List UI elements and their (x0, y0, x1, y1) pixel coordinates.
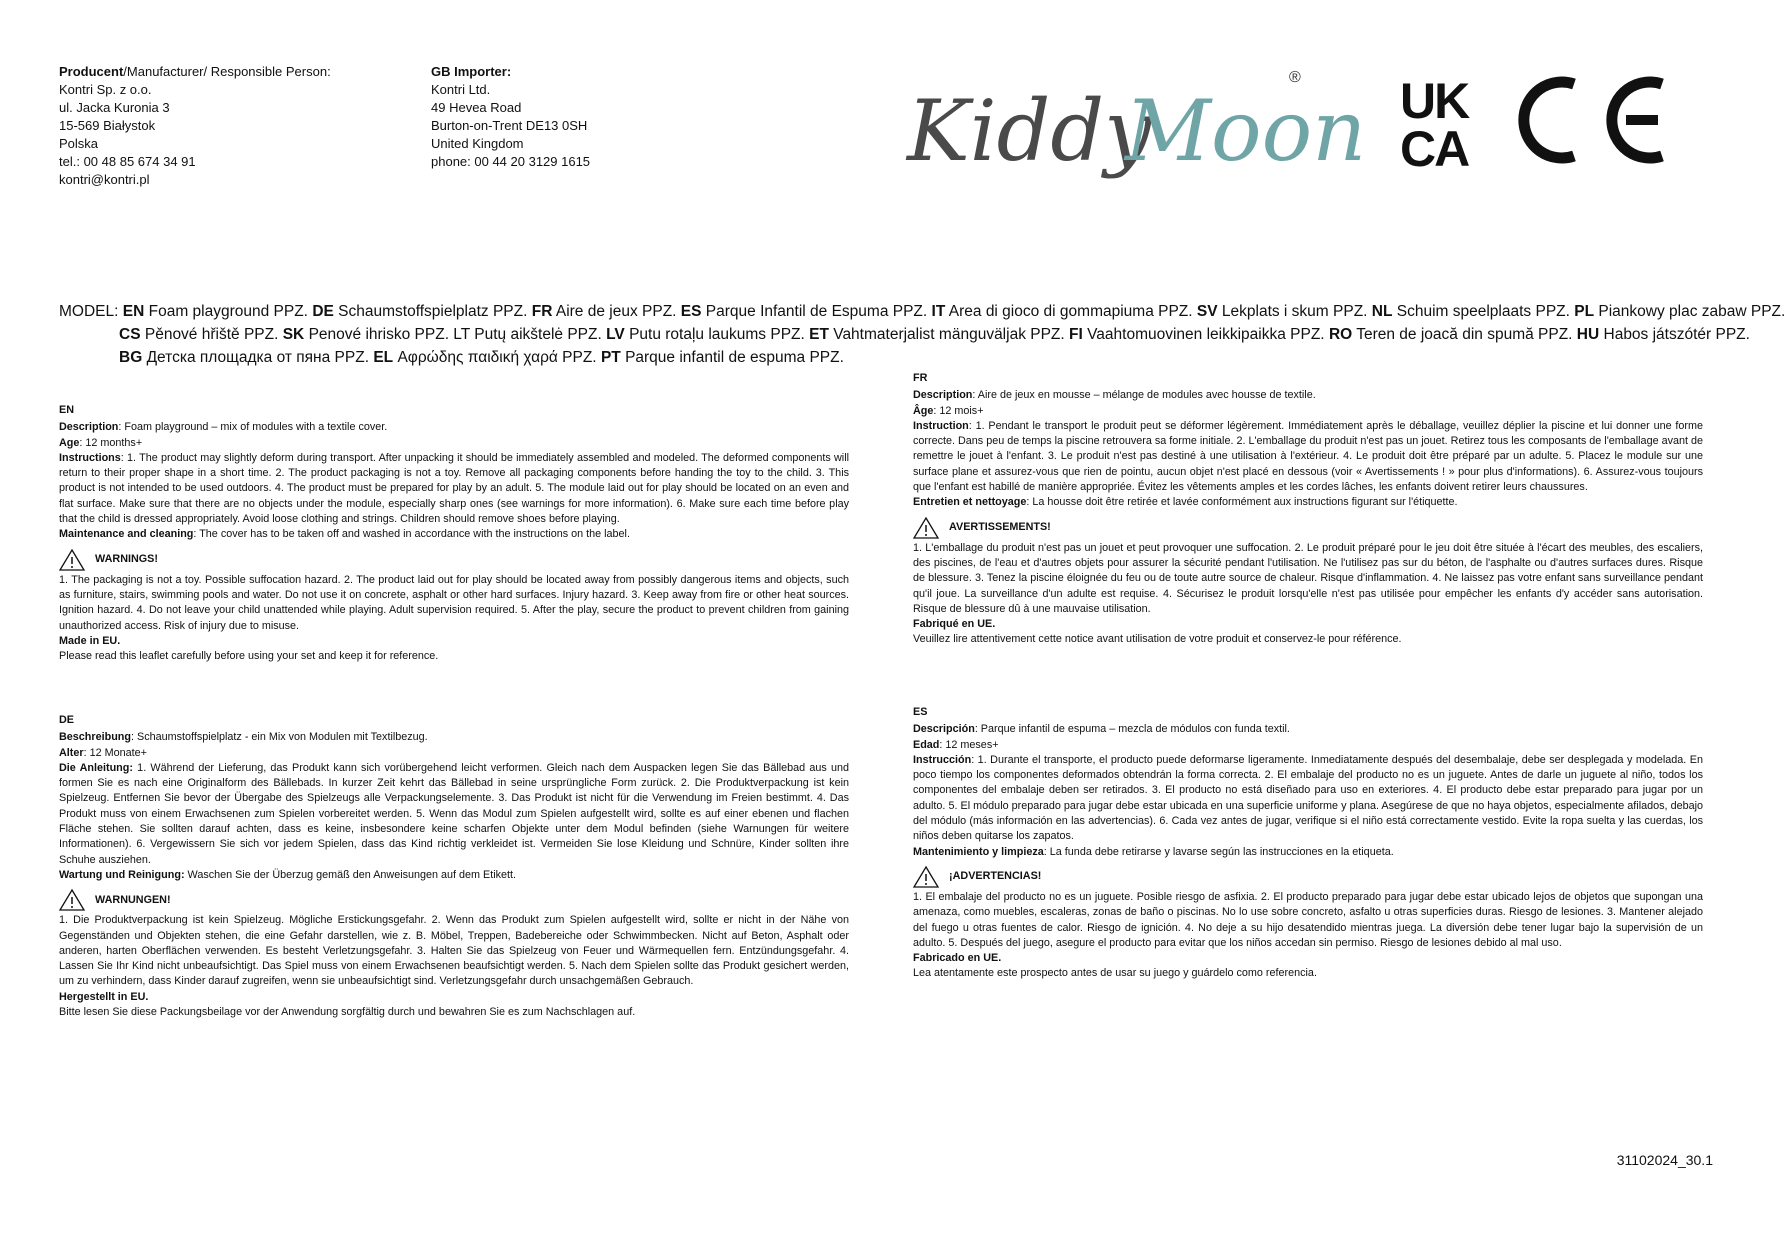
section-fr (913, 371, 1703, 648)
instr-text: : 1. Pendant le transport le produit peut se déformer légèrement. Immédiatement après le déballage, veuillez déplier la piscine et lui donner une forme correcte. Dans peu de temps la piscine retrouvera sa forme initiale. 2. L'emballage du produit n'est pas un jouet. Retirez tous les composants de l'emballage avant de remettre le jouet à l'enfant. 3. Le produit n'est pas destiné à une utilisation à l'extérieur. 4. Le produit doit être préparé par un adulte. 5. Placez le module sur une surface plane et assurez-vous que rien de pointu, aucun objet n'est placé en dessous (voir « Avertissements ! » pour plus d'informations). 6. Assurez-vous toujours que l'enfant est habillé de manière appropriée. Évitez les vêtements amples et les cordes lâches, les enfants doivent retirer leurs chaussures. (913, 419, 1703, 494)
age-text: : 12 Monate+ (83, 746, 147, 759)
manufacturer-heading-bold: Producent (59, 64, 124, 79)
made-in: Fabriqué en UE. (913, 618, 996, 631)
ukca-mark-bottom: CA (1400, 121, 1469, 177)
manufacturer-line: Polska (59, 136, 99, 151)
model-name: Schaumstoffspielplatz PPZ. (338, 303, 528, 320)
instr-label: Die Anleitung: (59, 761, 133, 774)
warning-triangle-icon (913, 517, 939, 539)
made-in: Hergestellt in EU. (59, 990, 149, 1003)
importer-line: phone: 00 44 20 3129 1615 (431, 154, 591, 169)
instr-text: : 1. The product may slightly deform during transport. After unpacking it should be immediately assembled and modeled. The deformed components will return to their proper shape in a short time. 2. The product packaging is not a toy. Remove all packaging components before handing the toy to the child. 3. This product is not intended to be used outdoors. 4. The product must be prepared for play by an adult. 5. The module laid out for play should be located on an even and flat surface. Make sure that there are no objects under the module, especially sharp ones (see warnings for more information). 6. Make sure each time before play that the child is dressed appropriately. Avoid loose clothing and strings. Children should remove shoes before playing. (59, 451, 849, 526)
lang-code: LV (606, 326, 625, 343)
lang-code: BG (119, 349, 143, 366)
importer-line: United Kingdom (431, 136, 524, 151)
lang-code: PL (1574, 303, 1595, 320)
logo-word-kiddy: Kiddy (907, 82, 1152, 180)
lang-code: EL (373, 349, 394, 366)
model-name: Pěnové hřiště PPZ. (144, 326, 279, 343)
warning-triangle-icon (59, 549, 85, 571)
manufacturer-heading-rest: /Manufacturer/ Responsible Person: (123, 64, 331, 79)
model-name: Teren de joacă din spumă PPZ. (1356, 326, 1577, 343)
importer-line: Burton-on-Trent DE13 0SH (431, 118, 588, 133)
lang-code: EN (122, 303, 145, 320)
lang-code: ET (809, 326, 829, 343)
lang-code: HU (1576, 326, 1600, 343)
age-text: : 12 meses+ (939, 738, 999, 751)
lang-code: FR (531, 303, 553, 320)
section-es (913, 705, 1703, 982)
section-lang: EN (59, 404, 74, 416)
lang-code: SK (282, 326, 305, 343)
lang-code: RO (1328, 326, 1353, 343)
manufacturer-line: tel.: 00 48 85 674 34 91 (59, 154, 196, 169)
model-line-2 (59, 323, 1750, 346)
manufacturer-line: ul. Jacka Kuronia 3 (59, 100, 170, 115)
read-note: Please read this leaflet carefully before using your set and keep it for reference. (59, 650, 439, 663)
desc-text: : Aire de jeux en mousse – mélange de modules avec housse de textile. (972, 389, 1316, 402)
document-number: 31102024_30.1 (1616, 1152, 1713, 1168)
desc-label: Beschreibung (59, 731, 131, 744)
model-name: Foam playground PPZ. (148, 303, 308, 320)
age-text: : 12 months+ (79, 436, 143, 449)
model-name: Schuim speelplaats PPZ. (1396, 303, 1575, 320)
maint-text: : La housse doit être retirée et lavée conformément aux instructions figurant sur l'étiquette. (1026, 496, 1458, 509)
model-name: Parque infantil de espuma PPZ. (625, 349, 844, 366)
model-name: Vaahtomuovinen leikkipaikka PPZ. (1087, 326, 1325, 343)
lang-code: SV (1196, 303, 1218, 320)
age-text: : 12 mois+ (933, 404, 984, 417)
desc-label: Description (913, 389, 973, 402)
manufacturer-line: kontri@kontri.pl (59, 172, 150, 187)
lang-code: ES (680, 303, 702, 320)
importer-heading: GB Importer: (431, 64, 512, 79)
desc-text: : Parque infantil de espuma – mezcla de módulos con funda textil. (974, 723, 1290, 736)
model-name: Putu rotaļu laukums PPZ. (629, 326, 805, 343)
section-en (59, 403, 849, 664)
warn-label: WARNUNGEN! (95, 893, 171, 906)
manufacturer-line: Kontri Sp. z o.o. (59, 82, 152, 97)
lang-code: NL (1371, 303, 1393, 320)
read-note: Veuillez lire attentivement cette notice avant utilisation de votre produit et conservez-le pour référence. (913, 633, 1402, 646)
ce-mark-label: CE (1550, 120, 1552, 121)
lang-code: DE (312, 303, 334, 320)
maint-text: : La funda debe retirarse y lavarse según las instrucciones en la etiqueta. (1043, 845, 1394, 858)
lang-code: PT (600, 349, 621, 366)
conformity-marks (1400, 70, 1700, 177)
instr-label: Instructions (59, 451, 121, 464)
read-note: Lea atentamente este prospecto antes de usar su juego y guárdelo como referencia. (913, 967, 1317, 980)
ukca-mark-top: UK (1400, 73, 1469, 129)
warn-label: AVERTISSEMENTS! (949, 521, 1051, 534)
maint-text: Waschen Sie der Überzug gemäß den Anweisungen auf dem Etikett. (184, 868, 517, 881)
brand-logo (905, 52, 1367, 202)
maint-text: : The cover has to be taken off and washed in accordance with the instructions on the label. (193, 528, 630, 541)
instr-label: Instruction (913, 419, 969, 432)
warning-triangle-icon (59, 889, 85, 911)
ce-mark-icon (1524, 82, 1662, 158)
warn-text: 1. El embalaje del producto no es un juguete. Posible riesgo de asfixia. 2. El producto preparado para jugar debe estar ubicado lejos de objetos que supongan una amenaza, como muebles, escaleras, zonas de baño o piscinas. No lo use sobre concreto, asfalto u otras superficies duras. Riesgo de lesiones. 3. Mantener alejado del fuego u otras fuentes de calor. Riesgo de ignición. 4. No deje a su hijo desatendido mientras juega. La diversión debe tener lugar bajo la supervisión de un adulto. 5. Después del juego, asegure el producto para evitar que los niños accedan sin permiso. Riesgo de lesiones debido al mal uso. (913, 890, 1703, 949)
section-lang: DE (59, 714, 74, 726)
warn-text: 1. The packaging is not a toy. Possible suffocation hazard. 2. The product laid out for play should be located away from possibly dangerous items and objects, such as furniture, stairs, swimming pools and water. Do not use it on concrete, asphalt or other hard surfaces. Injury hazard. 3. Keep away from fire or other heat sources. Ignition hazard. 4. Do not leave your child unattended while playing. Adult supervision required. 5. After the play, secure the product to prevent children from gaining unauthorized access. Risk of injury due to misuse. (59, 573, 849, 632)
made-in: Fabricado en UE. (913, 952, 1002, 965)
lang-code: IT (931, 303, 946, 320)
warning-triangle-icon (913, 866, 939, 888)
age-label: Edad (913, 738, 940, 751)
age-label: Age (59, 436, 80, 449)
section-lang: ES (913, 706, 928, 718)
section-lang: FR (913, 372, 928, 384)
model-line-3 (59, 346, 1699, 369)
model-name: Детска площадка от пяна PPZ. (146, 349, 369, 366)
maint-label: Maintenance and cleaning (59, 528, 194, 541)
manufacturer-line: 15-569 Białystok (59, 118, 156, 133)
age-label: Âge (913, 404, 934, 417)
maint-label: Wartung und Reinigung: (59, 868, 185, 881)
model-name: Αφρώδης παιδική χαρά PPZ. (397, 349, 597, 366)
model-line-1 (59, 300, 1785, 323)
instr-text: 1. Während der Lieferung, das Produkt kann sich vorübergehend leicht verformen. Gleich nach dem Auspacken legen Sie das Bällebad aus und formen Sie es nach eine Originalform des Bällebads. In kurzer Zeit kehrt das Bällebad in seine ursprüngliche Form zurück. 2. Die Produktverpackung ist kein Spielzeug. Entfernen Sie bevor der Übergabe des Spielzeugs alle Verpackungselemente. 3. Das Produkt ist nicht für die Verwendung im Freien bestimmt. 4. Das Produkt muss von einem Erwachsenen zum Spielen vorbereitet werden. 5. Wenn das Modul zum Spielen aufgestellt wird, sollte es auf einer ebenen und flachen Fläche stehen. Sie sollten darauf achten, dass es keine, insbesondere keine scharfen Objekte unter dem Modul befinden (siehe Warnungen für weitere Informationen). 6. Vergewissern Sie sich vor jedem Spielen, dass das Kind richtig verkleidet ist. Vermeiden Sie lose Kleidung und Schnüre, Kinder sollten ihre Schuhe ausziehen. (59, 761, 850, 866)
desc-text: : Schaumstoffspielplatz - ein Mix von Modulen mit Textilbezug. (131, 731, 428, 744)
model-name: Habos játszótér PPZ. (1603, 326, 1750, 343)
importer-line: 49 Hevea Road (431, 100, 522, 115)
desc-text: : Foam playground – mix of modules with a textile cover. (118, 421, 388, 434)
warn-text: 1. Die Produktverpackung ist kein Spielzeug. Mögliche Erstickungsgefahr. 2. Wenn das Produkt zum Spielen aufgestellt wird, sollte er nicht in der Nähe von Gegenständen und Objekten stehen, die eine Gefahr darstellen, wie z. B. Möbel, Treppen, Badebereiche oder Schwimmbecken. Nicht auf Beton, Asphalt oder anderen, harten Oberflächen verwenden. Es besteht Verletzungsgefahr. 3. Halten Sie das Spielzeug von Feuer und Wärmequellen fern. Entzündungsgefahr. 4. Lassen Sie Ihr Kind nicht unbeaufsichtigt. Das Spiel muss von einem Erwachsenen beaufsichtigt werden. 5. Nach dem Spielen sollte das Produkt gesichert werden, um zu verhindern, dass Kinder darauf zugreifen, wenn sie unbeaufsichtigt sind. Verletzungsgefahr durch unsachgemäßen Gebrauch. (59, 914, 849, 988)
age-label: Alter (59, 746, 84, 759)
read-note: Bitte lesen Sie diese Packungsbeilage vor der Anwendung sorgfältig durch und bewahren Sie es zum Nachschlagen auf. (59, 1006, 636, 1019)
maint-label: Entretien et nettoyage (913, 496, 1027, 509)
model-name: Piankowy plac zabaw PPZ. (1598, 303, 1785, 320)
model-name: Vahtmaterjalist mänguväljak PPZ. (833, 326, 1065, 343)
instr-text: : 1. Durante el transporte, el producto puede deformarse ligeramente. Inmediatamente después del desembalaje, debe ser desplegada y modelada. En poco tiempo los componentes deformados obtendrán la forma correcta. 2. El embalaje del producto no es un juguete. Antes de darle un juguete al niño, todos los componentes del embalaje deben ser retirados. 3. El producto no está diseñado para uso en exteriores. 4. El producto debe estar preparado para jugar por un adulto. 5. El módulo preparado para jugar debe estar ubicada en una superficie uniforme y plana. Asegúrese de que no haya objetos, especialmente afilados, debajo del módulo (más información en las advertencias). 6. Cada vez antes de jugar, verifique si el niño está correctamente vestido. Evite la ropa suelta y las cuerdas, los niños deben quitarse los zapatos. (913, 753, 1703, 843)
made-in: Made in EU. (59, 634, 121, 647)
instr-label: Instrucción (913, 753, 972, 766)
model-list (59, 300, 1785, 369)
model-name: Parque Infantil de Espuma PPZ. (705, 303, 928, 320)
logo-word-moon: Moon (1125, 82, 1367, 180)
warn-label: WARNINGS! (95, 553, 158, 566)
manufacturer-block (59, 63, 389, 189)
desc-label: Descripción (913, 723, 975, 736)
model-name: Penové ihrisko PPZ. LT Putų aikštelė PPZ. (308, 326, 602, 343)
warn-label: ¡ADVERTENCIAS! (949, 870, 1042, 883)
importer-line: Kontri Ltd. (431, 82, 491, 97)
lang-code: CS (119, 326, 141, 343)
warn-text: 1. L'emballage du produit n'est pas un jouet et peut provoquer une suffocation. 2. Le produit préparé pour le jeu doit être située à l'écart des meubles, des escaliers, des piscines, de l'eau et d'autres objets pour assurer la sécurité pendant l'utilisation. Ne l'utilisez pas sur du béton, de l'asphalte ou d'autres surfaces dures. Risque de blessure. 3. Tenez la piscine éloignée du feu ou de toute autre source de chaleur. Risque d'inflammation. 4. Ne laissez pas votre enfant sans surveillance pendant qu'il joue. La surveillance d'un adulte est requise. 4. Sécurisez le produit lorsqu'elle n'est pas utilisée pour empêcher les enfants d'y accéder sans autorisation. Risque de blessure dû à une mauvaise utilisation. (913, 541, 1703, 615)
model-name: Aire de jeux PPZ. (555, 303, 677, 320)
importer-block (431, 63, 731, 171)
lang-code: FI (1069, 326, 1083, 343)
model-name: Area di gioco di gommapiuma PPZ. (948, 303, 1193, 320)
registered-mark: ® (1289, 69, 1301, 86)
model-prefix: MODEL: (59, 303, 119, 320)
model-name: Lekplats i skum PPZ. (1221, 303, 1368, 320)
section-de (59, 713, 849, 1020)
maint-label: Mantenimiento y limpieza (913, 845, 1044, 858)
desc-label: Description (59, 421, 119, 434)
